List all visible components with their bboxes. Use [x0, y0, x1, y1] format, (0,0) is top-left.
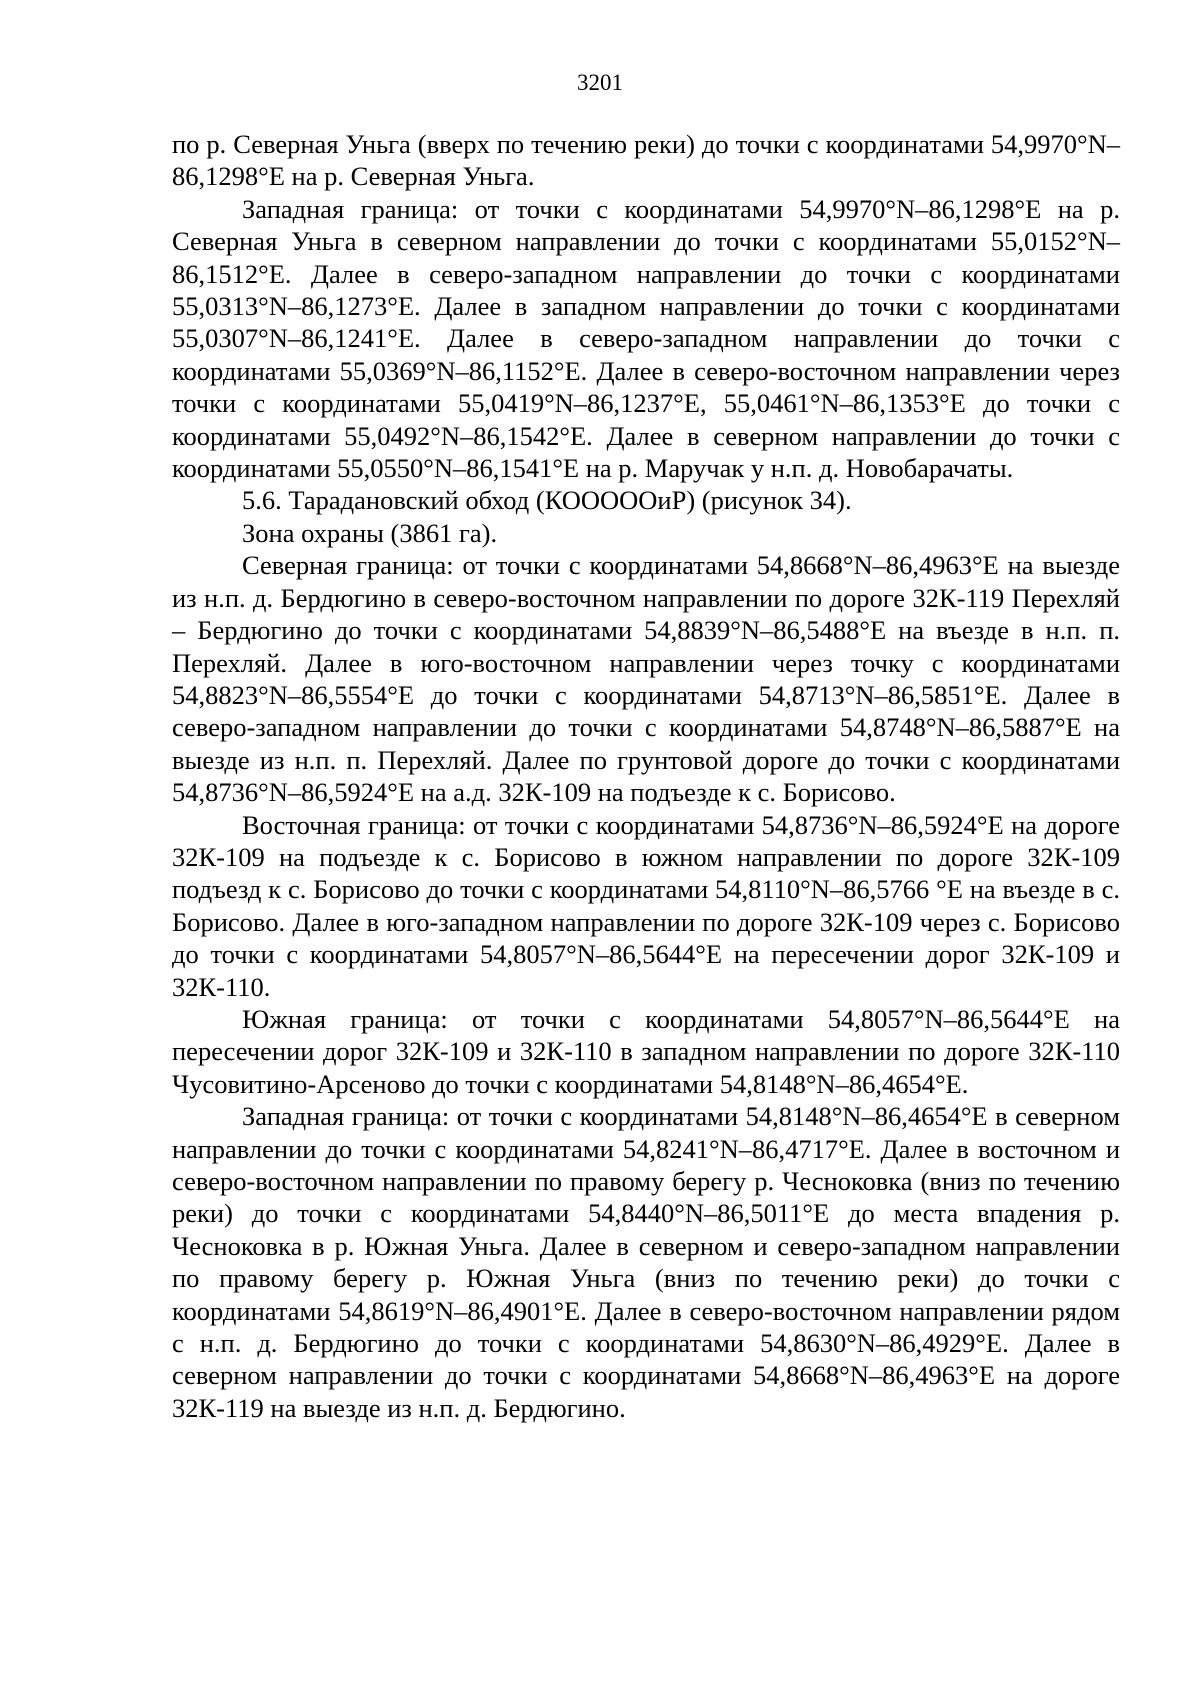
paragraph-southern-boundary: Южная граница: от точки с координатами 54,8057°N–86,5644°E на пересечении дорог 32К-109 и 32К-110 в западном направлении по дороге 32К-110 Чусовитино-Арсеново до точки с координатами 54,8148°N–86,4654°E.: [172, 1003, 1120, 1099]
document-body: [172, 128, 1120, 1424]
paragraph-western-boundary-1: Западная граница: от точки с координатами 54,9970°N–86,1298°E на р. Северная Уньга в северном направлении до точки с координатами 55,0152°N–86,1512°E. Далее в северо-западном направлении до точки с координатами 55,0313°N–86,1273°E. Далее в западном направлении до точки с координатами 55,0307°N–86,1241°E. Далее в северо-западном направлении до точки с координатами 55,0369°N–86,1152°E. Далее в северо-восточном направлении через точки с координатами 55,0419°N–86,1237°E, 55,0461°N–86,1353°E до точки с координатами 55,0492°N–86,1542°E. Далее в северном направлении до точки с координатами 55,0550°N–86,1541°E на р. Маручак у н.п. д. Новобарачаты.: [172, 193, 1120, 484]
paragraph-northern-boundary: Северная граница: от точки с координатами 54,8668°N–86,4963°E на выезде из н.п. д. Бердюгино в северо-восточном направлении по дороге 32К-119 Перехляй – Бердюгино до точки с координатами 54,8839°N–86,5488°E на въезде в н.п. п. Перехляй. Далее в юго-восточном направлении через точку с координатами 54,8823°N–86,5554°E до точки с координатами 54,8713°N–86,5851°E. Далее в северо-западном направлении до точки с координатами 54,8748°N–86,5887°E на выезде из н.п. п. Перехляй. Далее по грунтовой дороге до точки с координатами 54,8736°N–86,5924°E на а.д. 32К-109 на подъезде к с. Борисово.: [172, 550, 1120, 808]
protection-zone-line: Зона охраны (3861 га).: [242, 517, 498, 548]
paragraph-eastern-boundary: Восточная граница: от точки с координатами 54,8736°N–86,5924°E на дороге 32К-109 на подъезде к с. Борисово в южном направлении по дороге 32К-109 подъезд к с. Борисово до точки с координатами 54,8110°N–86,5766 °E на въезде в с. Борисово. Далее в юго-западном направлении по дороге 32К-109 через с. Борисово до точки с координатами 54,8057°N–86,5644°E на пересечении дорог 32К-109 и 32К-110.: [172, 809, 1120, 1002]
paragraph-continuation: по р. Северная Уньга (вверх по течению реки) до точки с координатами 54,9970°N–86,1298°E на р. Северная Уньга.: [172, 129, 1120, 192]
paragraph-western-boundary-2: Западная граница: от точки с координатами 54,8148°N–86,4654°E в северном направлении до точки с координатами 54,8241°N–86,4717°E. Далее в восточном и северо-восточном направлении по правому берегу р. Чесноковка (вниз по течению реки) до точки с координатами 54,8440°N–86,5011°E до места впадения р. Чесноковка в р. Южная Уньга. Далее в северном и северо-западном направлении по правому берегу р. Южная Уньга (вниз по течению реки) до точки с координатами 54,8619°N–86,4901°E. Далее в северо-восточном направлении рядом с н.п. д. Бердюгино до точки с координатами 54,8630°N–86,4929°E. Далее в северном направлении до точки с координатами 54,8668°N–86,4963°E на дороге 32К-119 на выезде из н.п. д. Бердюгино.: [172, 1101, 1120, 1423]
page-number: 3201: [577, 70, 623, 95]
section-heading-5-6: 5.6. Тарадановский обход (КОООООиР) (рисунок 34).: [242, 485, 852, 516]
